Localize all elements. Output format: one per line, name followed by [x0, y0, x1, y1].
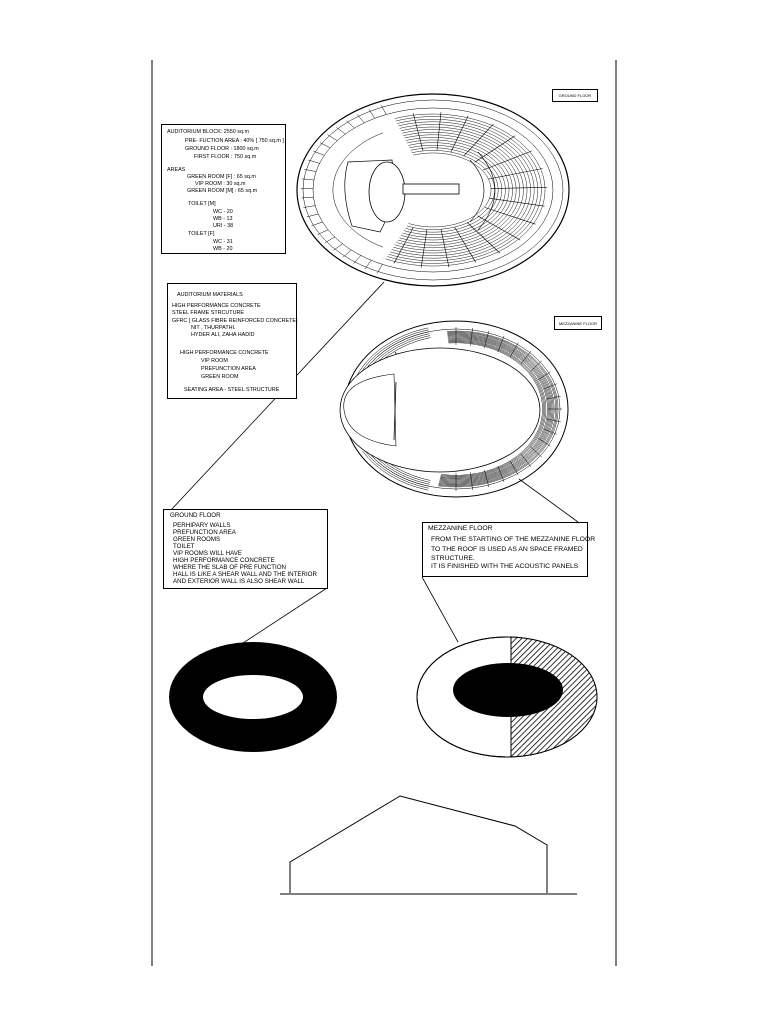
note-line: STEEL FRAME STRCUTURE [172, 310, 244, 316]
note-line: TOILET [M] [188, 201, 216, 207]
note-line: TOILET [F] [188, 231, 215, 237]
room-wall [313, 151, 324, 155]
leader-line-mezzanine [519, 479, 578, 522]
note-line: AREAS [167, 167, 186, 173]
mezzanine-note [422, 522, 596, 577]
aisle-line [491, 187, 547, 188]
note-line: FIRST FLOOR : 750 sq.m [194, 154, 257, 160]
note-line: VIP ROOMS WILL HAVE [173, 550, 242, 557]
room-wall [312, 222, 323, 226]
note-line: AUDITORIUM BLOCK: 2550 sq.m [167, 129, 249, 135]
note-line: WHERE THE SLAB OF PRE FUNCTION [173, 564, 286, 571]
note-line: PRE- FUCTION AREA : 40% [ 750 sq.m ] [185, 138, 284, 144]
room-wall [365, 260, 371, 269]
note-line: NIT , THURPATHI. [191, 325, 236, 331]
room-wall [333, 244, 342, 251]
note-line: HIGH PERFORMANCE CONCRETE [172, 303, 261, 309]
note-line: URI - 38 [213, 223, 234, 229]
note-line: HYDER ALI, ZAHA HADID [191, 332, 255, 338]
mezzanine-ring-diagram [417, 637, 597, 757]
note-line: AUDITORIUM MATERIALS [177, 292, 243, 298]
note-line: WB - 13 [213, 216, 233, 222]
note-line: GROUND FLOOR [170, 512, 221, 519]
leader-line-ground-ring [240, 588, 327, 645]
room-wall [337, 127, 346, 134]
mezzanine-floor-plan [340, 321, 568, 497]
room-wall [320, 143, 330, 148]
note-line: GROUND FLOOR : 1800 sq.m [185, 146, 259, 152]
room-wall [318, 230, 328, 235]
mezzanine-floor-tag-text: MEZZANINE FLOOR [558, 320, 597, 326]
note-line: MEZZANINE FLOOR [428, 525, 493, 532]
note-line: IT IS FINISHED WITH THE ACOUSTIC PANELS [431, 563, 579, 570]
materials-note [167, 283, 297, 399]
ground-floor-ring-diagram [169, 642, 337, 752]
note-line: WC - 20 [213, 209, 233, 215]
ground-floor-tag-text: GROUND FLOOR [558, 93, 592, 98]
aisle-line [547, 419, 561, 422]
aisle-line [441, 230, 449, 268]
note-line: SEATING AREA - STEEL STRUCTURE [184, 387, 280, 393]
room-wall [325, 237, 335, 243]
note-line: PREFUNCTION AREA [201, 366, 256, 372]
ground-floor-plan [297, 94, 569, 286]
note-line: WC - 31 [213, 239, 233, 245]
room-wall [308, 160, 319, 163]
note-line: TOILET [173, 543, 195, 550]
note-line: FROM THE STARTING OF THE MEZZANINE FLOOR [431, 536, 596, 543]
note-line: GREEN ROOM [M] : 65 sq.m [187, 188, 258, 194]
note-line: AND EXTERIOR WALL IS ALSO SHEAR WALL [173, 578, 305, 585]
note-line: HIGH PERFORMANCE CONCRETE [180, 350, 269, 356]
note-line: PREFUNCTION AREA [173, 529, 236, 536]
aisle-line [437, 112, 441, 150]
ground-floor-tag [552, 89, 598, 102]
room-wall [343, 250, 351, 257]
note-line: GREEN ROOM [F] : 65 sq.m [187, 174, 256, 180]
note-line: GREEN ROOM [201, 374, 239, 380]
note-line: VIP ROOM : 30 sq.m [195, 181, 246, 187]
areas-note [161, 124, 286, 254]
note-line: HALL IS LIKE A SHEAR WALL AND THE INTERIOR [173, 571, 317, 578]
note-line: GFRC [ GLASS FIBRE REINFORCED CONCRETE] [172, 318, 298, 324]
note-line: TO THE ROOF IS USED AS AN SPACE FRAMED [431, 546, 583, 553]
aisle-line [413, 113, 423, 150]
ground-floor-note [163, 509, 328, 589]
note-line: PERHIPARY WALLS [173, 522, 231, 529]
room-wall [346, 121, 354, 129]
room-wall [328, 135, 338, 141]
room-wall [354, 256, 361, 264]
aisle-line [547, 396, 561, 399]
mezzanine-floor-tag [554, 316, 602, 330]
room-wall [369, 110, 375, 119]
note-line: HIGH PERFORMANCE CONCRETE [173, 557, 275, 564]
aisle-line [421, 230, 427, 268]
note-line: VIP ROOM [201, 358, 228, 364]
room-wall [357, 115, 364, 123]
section-elevation [280, 796, 577, 894]
note-line: STRUCTURE. [431, 555, 475, 562]
note-line: GREEN ROOMS [173, 536, 221, 543]
note-line: WB - 20 [213, 246, 233, 252]
leader-line-mezzanine-ring [422, 577, 458, 642]
